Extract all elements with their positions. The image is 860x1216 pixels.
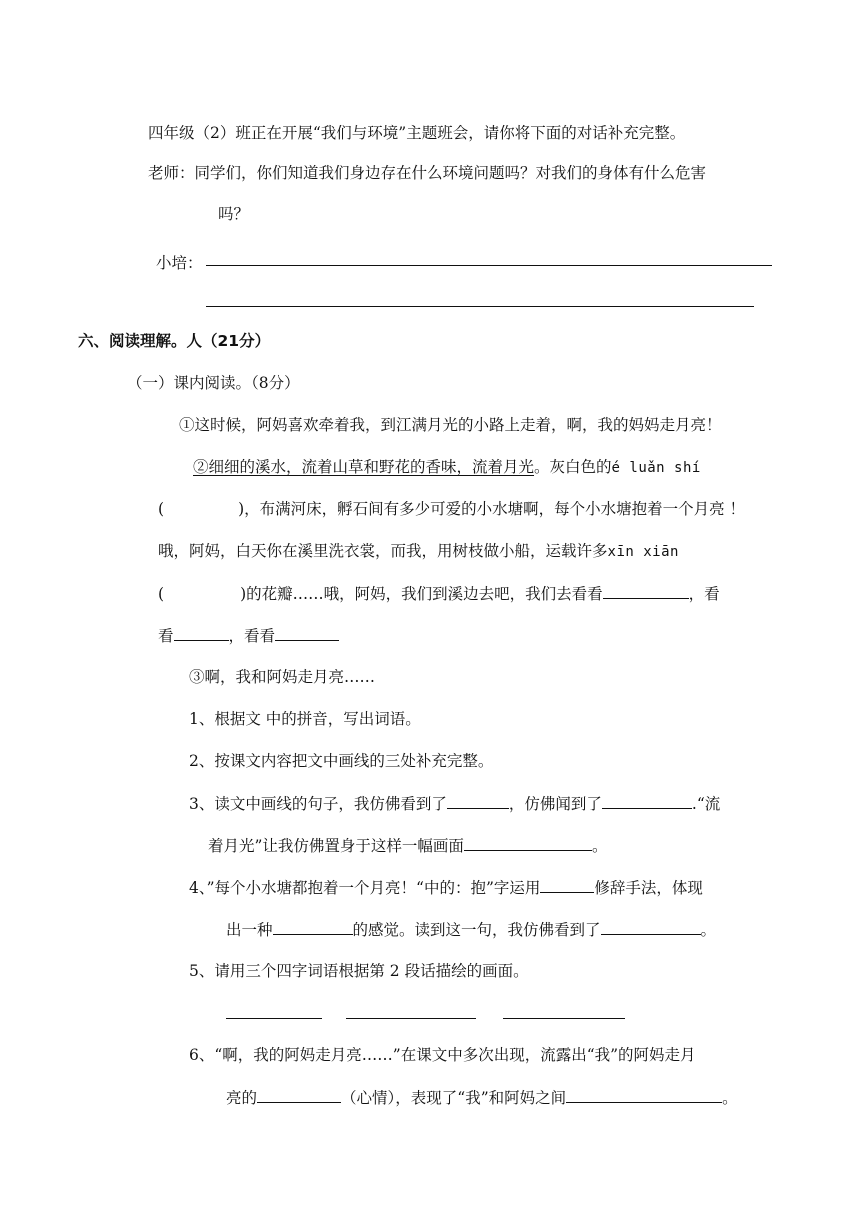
q3-blank-see[interactable] [447, 792, 509, 809]
q3-text-c: .“流 [691, 795, 721, 813]
q3-text-b: ，仿佛闻到了 [508, 795, 602, 813]
paragraph-6-b: ，看看 [228, 627, 276, 645]
q4-text-d: 的感觉。读到这一句，我仿佛看到了 [352, 921, 601, 939]
answer-line-1[interactable] [206, 265, 772, 266]
paragraph-6 [158, 624, 339, 647]
question-6: 6、“啊，我的阿妈走月亮……”在课文中多次出现，流露出“我”的阿妈走月 [189, 1046, 696, 1064]
q5-blank-1[interactable] [226, 1018, 322, 1019]
question-2: 2、按课文内容把文中画线的三处补充完整。 [189, 752, 494, 770]
paragraph-6-a: 看 [158, 627, 174, 645]
paragraph-5 [158, 582, 720, 605]
paren-open-1: ( [158, 500, 165, 518]
teacher-line: 老师：同学们，你们知道我们身边存在什么环境问题吗？对我们的身体有什么危害 [148, 164, 707, 182]
question-4 [189, 876, 703, 899]
question-6-cont [226, 1086, 738, 1109]
q4-text-c: 出一种 [226, 921, 273, 939]
question-1: 1、根据文 中的拼音，写出词语。 [189, 710, 421, 728]
part-title: （一）课内阅读。（8分） [127, 374, 300, 392]
answer-line-2[interactable] [206, 306, 754, 307]
q5-blank-2[interactable] [346, 1018, 476, 1019]
paren-open-2: ( [158, 585, 165, 603]
q3-text-a: 3、读文中画线的句子，我仿佛看到了 [189, 795, 447, 813]
pinyin-1: é luǎn shí [611, 460, 701, 476]
teacher-line-cont: 吗？ [218, 205, 250, 223]
student-label: 小培： [156, 254, 203, 272]
paragraph-5-comma: ，看 [688, 585, 720, 603]
blank-look-3[interactable] [275, 624, 339, 641]
question-3-cont [208, 834, 607, 857]
q4-text-e: 。 [700, 921, 717, 939]
blank-look-2[interactable] [174, 624, 229, 641]
q3-blank-smell[interactable] [602, 792, 692, 809]
q4-blank-see[interactable] [601, 918, 701, 935]
paragraph-7: ③啊，我和阿妈走月亮…… [189, 668, 376, 686]
q4-text-a: 4、”每个小水塘都抱着一个月亮！“中的：抱”字运用 [189, 879, 541, 897]
q4-blank-feeling[interactable] [273, 918, 353, 935]
paragraph-3-text: ，布满河床，孵石间有多少可爱的小水塘啊，每个小水塘抱着一个月亮 ！ [244, 500, 746, 518]
paragraph-2-tail: 。灰白色的 [534, 458, 612, 476]
q3-text-e: 。 [591, 837, 608, 855]
paragraph-3 [158, 498, 783, 520]
question-4-cont [226, 918, 716, 941]
paren-close-2: ) [240, 585, 247, 603]
question-5: 5、请用三个四字词语根据第 2 段话描绘的画面。 [189, 962, 529, 980]
paragraph-5-text: 的花瓣……哦，阿妈，我们到溪边去吧，我们去看看 [246, 585, 603, 603]
q3-blank-scene[interactable] [464, 834, 592, 851]
pinyin-2: xīn xiān [607, 544, 679, 560]
blank-look-1[interactable] [603, 582, 689, 599]
paragraph-1: ①这时候，阿妈喜欢牵着我，到江满月光的小路上走着，啊，我的妈妈走月亮！ [179, 416, 722, 434]
underlined-sentence: ②细细的溪水，流着山草和野花的香味，流着月光 [193, 458, 535, 476]
paragraph-4 [158, 540, 679, 563]
q6-blank-relation[interactable] [566, 1086, 722, 1103]
question-3 [189, 792, 720, 815]
q4-blank-rhetoric[interactable] [540, 876, 594, 893]
q6-text-b: 亮的 [226, 1089, 258, 1107]
q6-text-d: 。 [722, 1089, 738, 1107]
q6-text-c: （心情），表现了“我”和阿妈之间 [341, 1089, 567, 1107]
intro-line: 四年级（2）班正在开展“我们与环境”主题班会，请你将下面的对话补充完整。 [148, 124, 686, 142]
q3-text-d: 着月光”让我仿佛置身于这样一幅画面 [208, 837, 464, 855]
q6-blank-mood[interactable] [257, 1086, 341, 1103]
paragraph-4-text: 哦，阿妈，白天你在溪里洗衣裳，而我，用树枝做小船，运载许多 [158, 542, 608, 560]
paragraph-2 [193, 456, 701, 479]
section-title: 六、阅读理解。人（21分） [78, 332, 271, 350]
paren-close-1: ) [238, 500, 245, 518]
q4-text-b: 修辞手法，体现 [594, 879, 703, 897]
q5-blank-3[interactable] [503, 1018, 625, 1019]
